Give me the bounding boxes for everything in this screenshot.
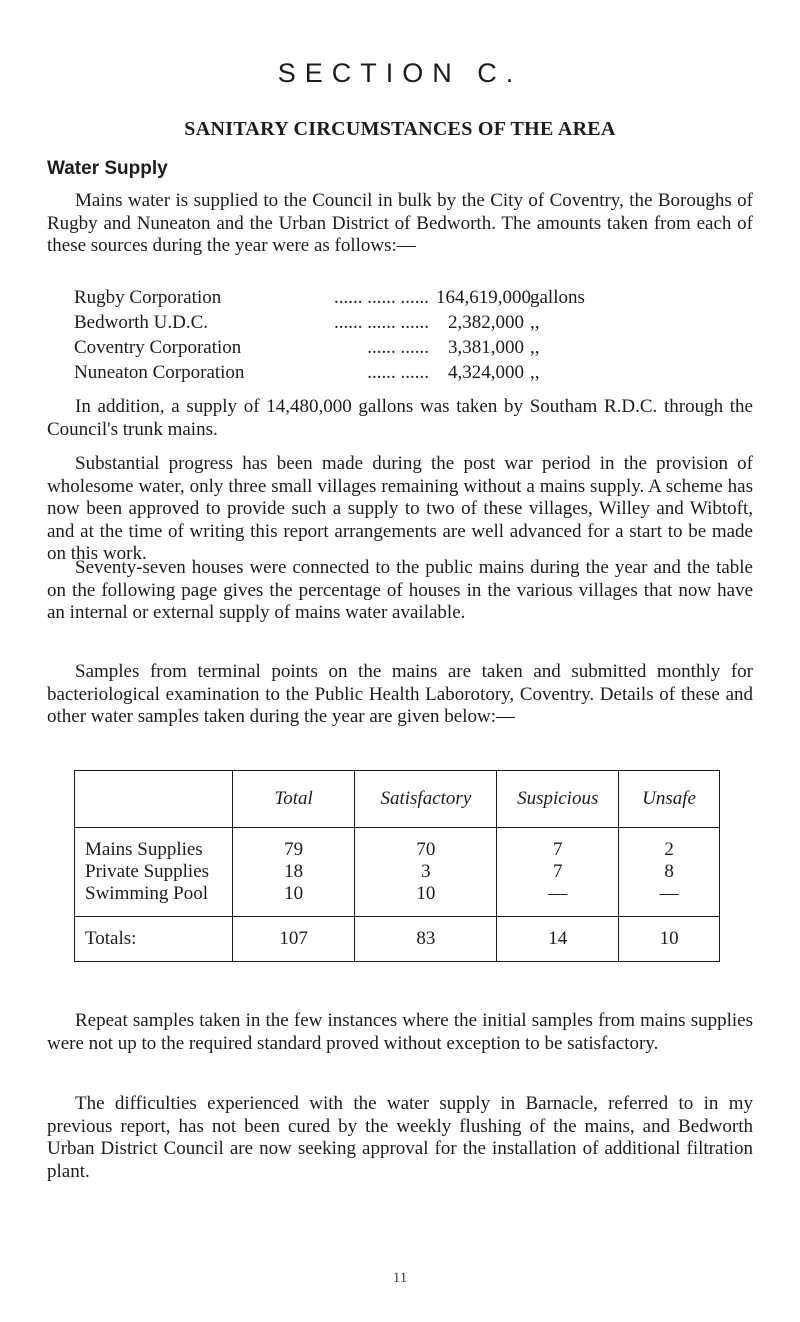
- cell-suspicious: 7: [497, 861, 619, 883]
- row-label: Private Supplies: [75, 861, 233, 883]
- cell-unsafe: 8: [619, 861, 720, 883]
- supply-source-name: Bedworth U.D.C.: [74, 312, 209, 333]
- supply-unit: ,,: [530, 362, 540, 383]
- row-label: Swimming Pool: [75, 883, 233, 917]
- intro-paragraph: Mains water is supplied to the Council in bulk by the City of Coventry, the Boroughs of Rugby and Nuneaton and the Urban District of Bedworth. The amounts taken from each of these sources during the year were as follows:—: [47, 190, 753, 256]
- page-number: 11: [392, 1270, 408, 1286]
- cell-suspicious: 7: [497, 828, 619, 862]
- section-heading: SECTION C.: [277, 58, 523, 88]
- supply-source-name: Coventry Corporation: [74, 337, 242, 358]
- table-row: [75, 861, 720, 883]
- cell-satisfactory: 10: [355, 883, 497, 917]
- houses-paragraph: Seventy-seven houses were connected to the public mains during the year and the table on the following page gives the percentage of houses in the various villages that now have an internal or external supply of mains water available.: [47, 557, 753, 623]
- supply-row: [74, 310, 674, 335]
- cell-satisfactory: 70: [355, 828, 497, 862]
- totals-total: 107: [232, 917, 355, 962]
- supply-amount: 2,382,000: [448, 312, 524, 333]
- cell-total: 79: [232, 828, 355, 862]
- totals-unsafe: 10: [619, 917, 720, 962]
- leader-dots: ...... ...... ......: [334, 287, 429, 308]
- cell-unsafe: —: [619, 883, 720, 917]
- supply-source-list: [74, 285, 674, 385]
- table-row: [75, 828, 720, 862]
- supply-amount: 3,381,000: [448, 337, 524, 358]
- leader-dots: ...... ...... ......: [334, 312, 429, 333]
- supply-unit: gallons: [530, 287, 585, 308]
- supply-source-name: Nuneaton Corporation: [74, 362, 245, 383]
- repeat-paragraph: Repeat samples taken in the few instances where the initial samples from mains supplies were not up to the required standard proved without exception to be satisfactory.: [47, 1010, 753, 1054]
- leader-dots: ...... ......: [367, 337, 429, 358]
- cell-unsafe: 2: [619, 828, 720, 862]
- table-header-satisfactory: Satisfactory: [355, 771, 497, 828]
- row-label: Mains Supplies: [75, 828, 233, 862]
- addition-paragraph: In addition, a supply of 14,480,000 gallons was taken by Southam R.D.C. through the Council's trunk mains.: [47, 396, 753, 440]
- supply-unit: ,,: [530, 312, 540, 333]
- cell-satisfactory: 3: [355, 861, 497, 883]
- table-header-suspicious: Suspicious: [497, 771, 619, 828]
- table-header-row: [75, 771, 720, 828]
- samples-paragraph: Samples from terminal points on the mains are taken and submitted monthly for bacteriological examination to the Public Health Laborotory, Coventry. Details of these and other water samples taken during the year are given below:—: [47, 661, 753, 727]
- table-row: [75, 883, 720, 917]
- table-header-blank: [75, 771, 233, 828]
- leader-dots: ...... ......: [367, 362, 429, 383]
- table-header-total: Total: [232, 771, 355, 828]
- table-totals-row: [75, 917, 720, 962]
- totals-suspicious: 14: [497, 917, 619, 962]
- barnacle-paragraph: The difficulties experienced with the water supply in Barnacle, referred to in my previous report, has not been cured by the weekly flushing of the mains, and Bedworth Urban District Council are now seeking approval for the installation of additional filtration plant.: [47, 1093, 753, 1182]
- supply-row: [74, 335, 674, 360]
- totals-label: Totals:: [75, 917, 233, 962]
- main-heading: SANITARY CIRCUMSTANCES OF THE AREA: [184, 118, 616, 140]
- totals-satisfactory: 83: [355, 917, 497, 962]
- supply-amount: 164,619,000: [436, 287, 531, 308]
- cell-total: 18: [232, 861, 355, 883]
- supply-row: [74, 360, 674, 385]
- sub-heading-water-supply: Water Supply: [47, 158, 168, 179]
- progress-paragraph: Substantial progress has been made during the post war period in the provision of wholesome water, only three small villages remaining without a mains supply. A scheme has now been approved to provide such a supply to two of these villages, Willey and Wibtoft, and at the time of writing this report arrangements are well advanced for a start to be made on this work.: [47, 453, 753, 564]
- supply-unit: ,,: [530, 337, 540, 358]
- supply-source-name: Rugby Corporation: [74, 287, 222, 308]
- supply-row: [74, 285, 674, 310]
- table-header-unsafe: Unsafe: [619, 771, 720, 828]
- cell-suspicious: —: [497, 883, 619, 917]
- cell-total: 10: [232, 883, 355, 917]
- water-samples-table: [74, 770, 720, 962]
- supply-amount: 4,324,000: [448, 362, 524, 383]
